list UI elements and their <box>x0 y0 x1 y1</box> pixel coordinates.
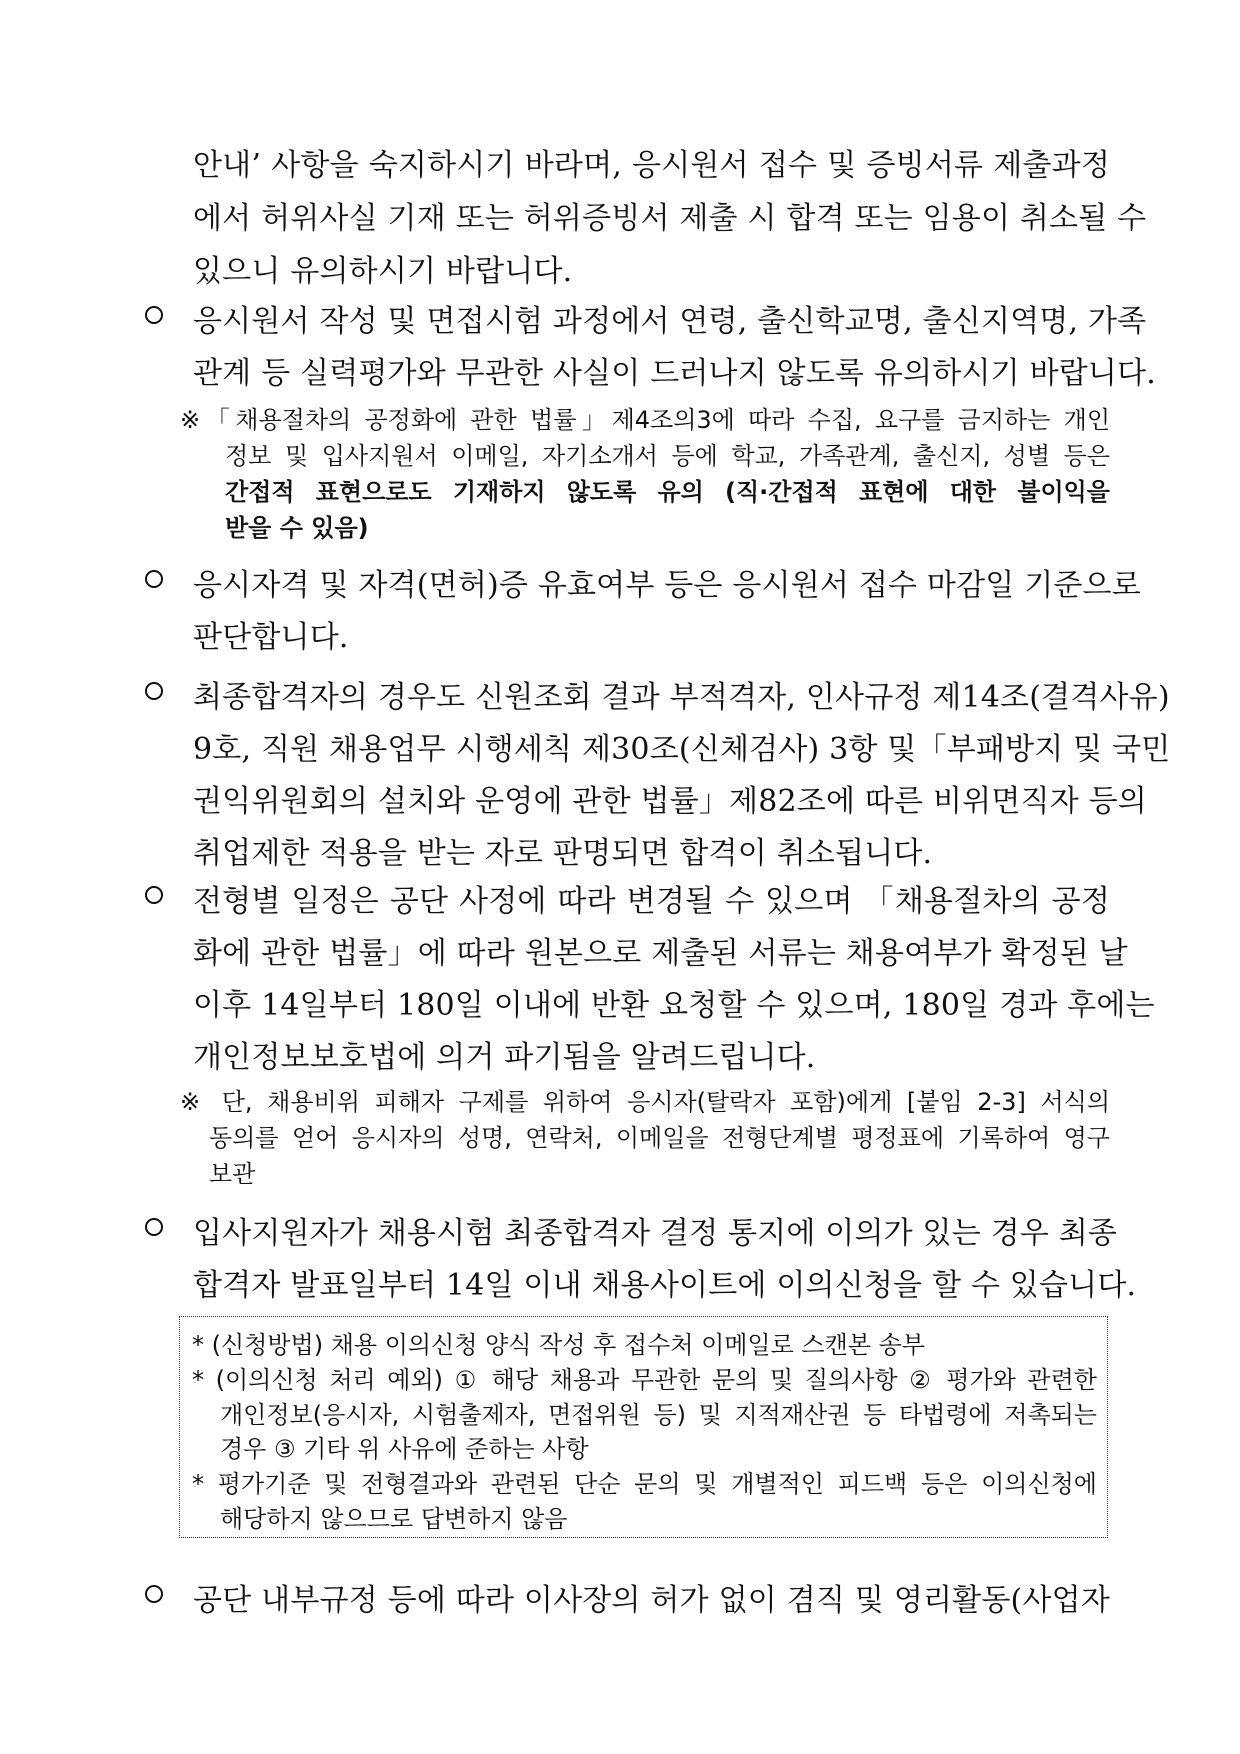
note1-line-4: 받을 수 있음) <box>225 514 369 542</box>
circle-bullet-icon <box>145 682 163 700</box>
box-line-5: * 평가기준 및 전형결과와 관련된 단순 문의 및 개별적인 피드백 등은 이의신청에 <box>192 1470 1097 1498</box>
circle-bullet-icon <box>145 306 163 324</box>
item3-line-3: 권익위원회의 설치와 운영에 관한 법률」제82조에 따른 비위면직자 등의 <box>193 784 1147 819</box>
item5-line-1: 입사지원자가 채용시험 최종합격자 결정 통지에 이의가 있는 경우 최종 <box>193 1216 1118 1251</box>
item4-line-1: 전형별 일정은 공단 사정에 따라 변경될 수 있으며 「채용절차의 공정 <box>193 884 1110 919</box>
box-line-4: 경우 ③ 기타 위 사유에 준하는 사항 <box>220 1435 589 1463</box>
item3-line-2: 9호, 직원 채용업무 시행세칙 제30조(신체검사) 3항 및「부패방지 및 국민 <box>193 732 1171 767</box>
item3-line-4: 취업제한 적용을 받는 자로 판명되면 합격이 취소됩니다. <box>193 836 933 871</box>
note2-line-3: 보관 <box>209 1160 256 1188</box>
box-line-1: * (신청방법) 채용 이의신청 양식 작성 후 접수처 이메일로 스캔본 송부 <box>192 1331 925 1359</box>
intro-line-1: 안내’ 사항을 숙지하시기 바라며, 응시원서 접수 및 증빙서류 제출과정 <box>193 148 1110 183</box>
circle-bullet-icon <box>145 1218 163 1236</box>
item4-line-4: 개인정보보호법에 의거 파기됨을 알려드립니다. <box>193 1040 816 1075</box>
note2-line-1: ※ 단, 채용비위 피해자 구제를 위하여 응시자(탈락자 포함)에게 [붙임 2-3] 서식의 <box>180 1088 1110 1116</box>
item1-line-1: 응시원서 작성 및 면접시험 과정에서 연령, 출신학교명, 출신지역명, 가족 <box>193 304 1147 339</box>
item4-line-2: 화에 관한 법률」에 따라 원본으로 제출된 서류는 채용여부가 확정된 날 <box>193 936 1128 971</box>
item2-line-1: 응시자격 및 자격(면허)증 유효여부 등은 응시원서 접수 마감일 기준으로 <box>193 568 1141 603</box>
item1-line-2: 관계 등 실력평가와 무관한 사실이 드러나지 않도록 유의하시기 바랍니다. <box>193 356 1157 391</box>
note2-line-2: 동의를 얻어 응시자의 성명, 연락처, 이메일을 전형단계별 평정표에 기록하여 영구 <box>209 1124 1110 1152</box>
item2-line-2: 판단합니다. <box>193 620 349 655</box>
circle-bullet-icon <box>145 1585 163 1603</box>
item6-line-1: 공단 내부규정 등에 따라 이사장의 허가 없이 겸직 및 영리활동(사업자 <box>193 1583 1110 1618</box>
box-line-2: * (이의신청 처리 예외) ① 해당 채용과 무관한 문의 및 질의사항 ② 평가와 관련한 <box>192 1366 1097 1394</box>
box-line-3: 개인정보(응시자, 시험출제자, 면접위원 등) 및 지적재산권 등 타법령에 저촉되는 <box>220 1401 1097 1429</box>
item5-line-2: 합격자 발표일부터 14일 이내 채용사이트에 이의신청을 할 수 있습니다. <box>193 1268 1137 1303</box>
note1-line-3: 간접적 표현으로도 기재하지 않도록 유의 (직·간접적 표현에 대한 불이익을 <box>225 478 1110 506</box>
intro-line-3: 있으니 유의하시기 바랍니다. <box>193 254 573 289</box>
circle-bullet-icon <box>145 886 163 904</box>
item3-line-1: 최종합격자의 경우도 신원조회 결과 부적격자, 인사규정 제14조(결격사유) <box>193 680 1170 715</box>
objection-info-box <box>179 1316 1108 1538</box>
circle-bullet-icon <box>145 570 163 588</box>
intro-line-2: 에서 허위사실 기재 또는 허위증빙서 제출 시 합격 또는 임용이 취소될 수 <box>193 201 1147 236</box>
note1-line-2: 정보 및 입사지원서 이메일, 자기소개서 등에 학교, 가족관계, 출신지, 성별 등은 <box>225 442 1110 470</box>
note1-line-1: ※「채용절차의 공정화에 관한 법률」제4조의3에 따라 수집, 요구를 금지하는 개인 <box>180 406 1110 434</box>
item4-line-3: 이후 14일부터 180일 이내에 반환 요청할 수 있으며, 180일 경과 후에는 <box>193 988 1155 1023</box>
box-line-6: 해당하지 않으므로 답변하지 않음 <box>220 1505 568 1533</box>
